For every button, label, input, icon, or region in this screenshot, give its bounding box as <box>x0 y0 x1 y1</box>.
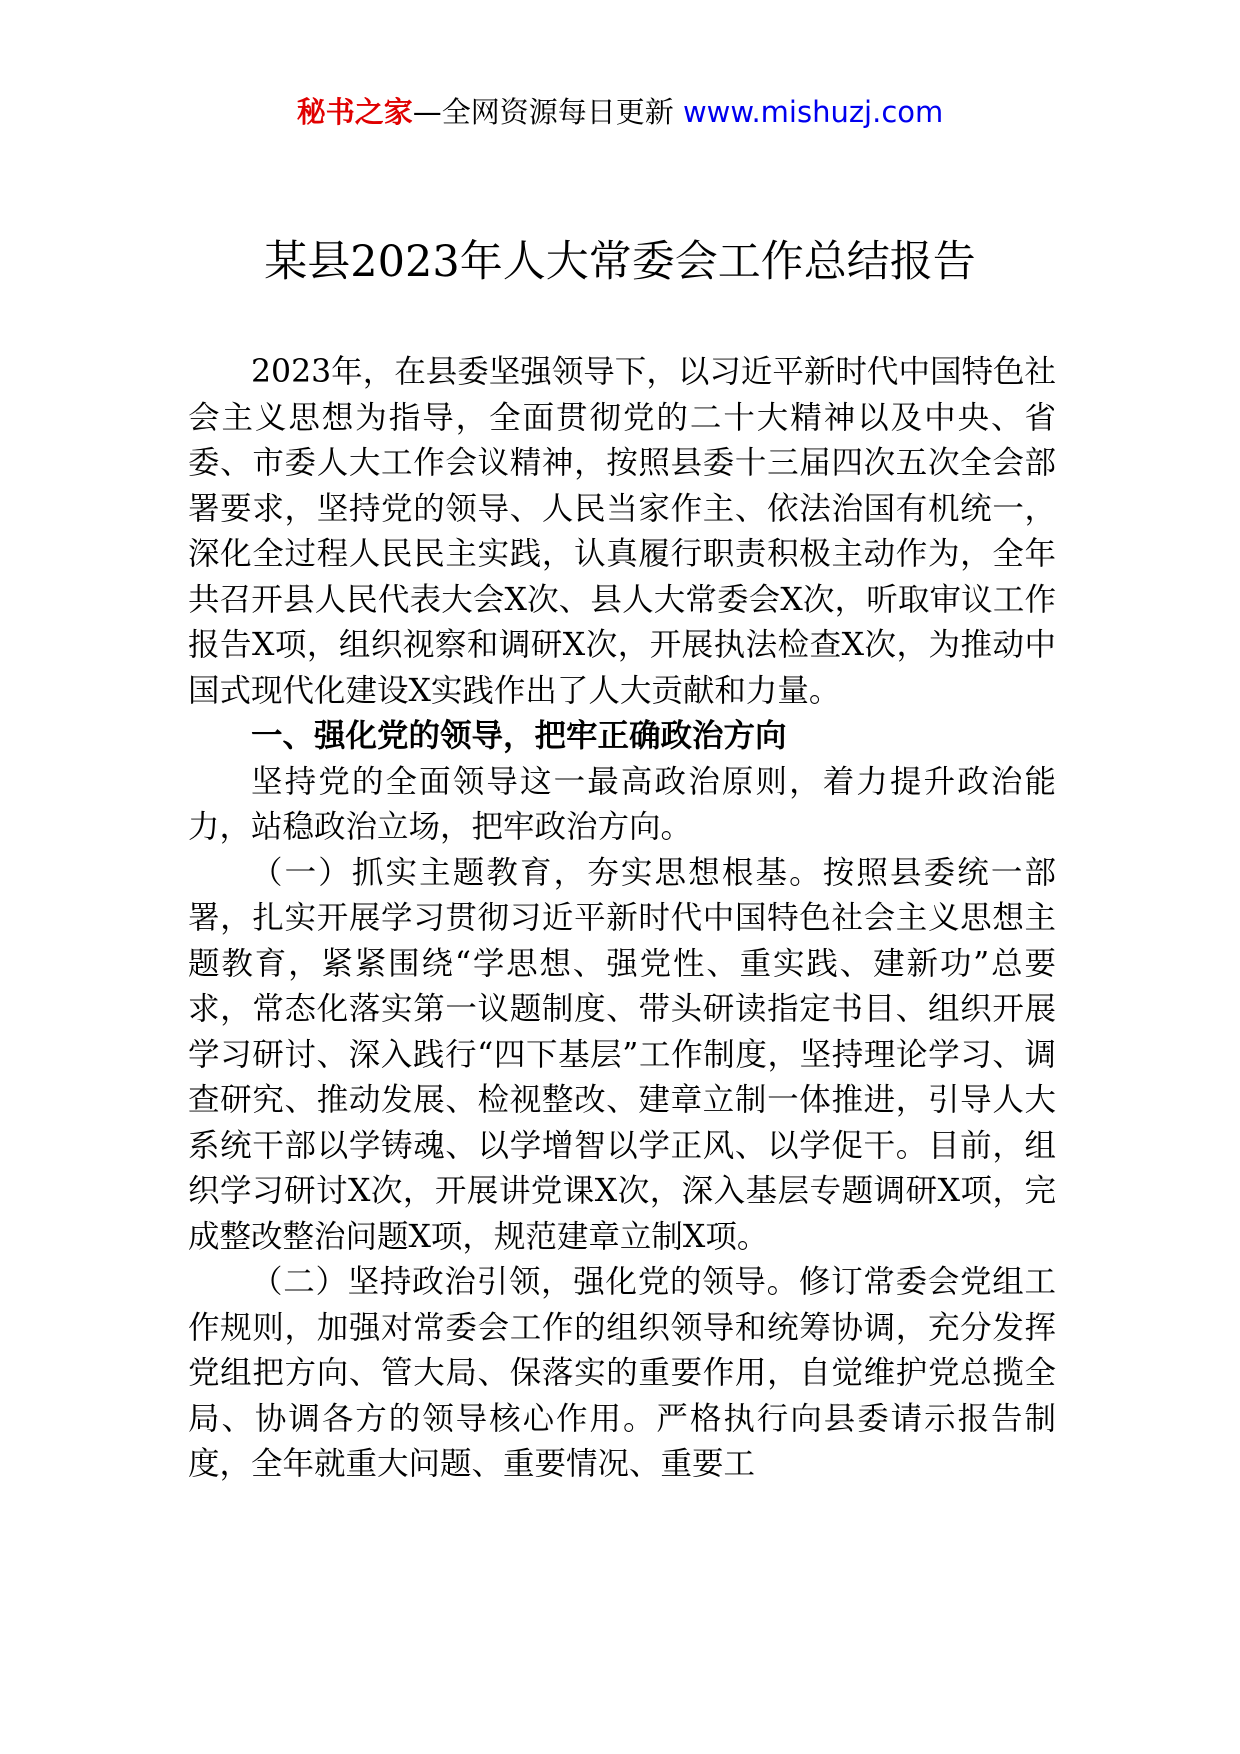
item-paragraph-1: （一）抓实主题教育，夯实思想根基。按照县委统一部署，扎实开展学习贯彻习近平新时代中国特色社会主义思想主题教育，紧紧围绕“学思想、强党性、重实践、建新功”总要求，常态化落实第一议题制度、带头研读指定书目、组织开展学习研讨、深入践行“四下基层”工作制度，坚持理论学习、调查研究、推动发展、检视整改、建章立制一体推进，引导人大系统干部以学铸魂、以学增智以学正风、以学促干。目前，组织学习研讨X次，开展讲党课X次，深入基层专题调研X项，完成整改整治问题X项，规范建章立制X项。 <box>188 854 1056 1255</box>
site-header <box>0 92 1240 132</box>
header-tagline: —全网资源每日更新 <box>412 95 683 129</box>
site-url-link[interactable]: www.mishuzj.com <box>682 95 944 129</box>
document-body <box>188 350 1056 1488</box>
section-heading: 一、强化党的领导，把牢正确政治方向 <box>251 718 787 754</box>
intro-paragraph: 2023年，在县委坚强领导下，以习近平新时代中国特色社会主义思想为指导，全面贯彻党的二十大精神以及中央、省委、市委人大工作会议精神，按照县委十三届四次五次全会部署要求，坚持党的领导、人民当家作主、依法治国有机统一，深化全过程人民民主实践，认真履行职责积极主动作为，全年共召开县人民代表大会X次、县人大常委会X次，听取审议工作报告X项，组织视察和调研X次，开展执法检查X次，为推动中国式现代化建设X实践作出了人大贡献和力量。 <box>188 354 1056 709</box>
item-paragraph-2: （二）坚持政治引领，强化党的领导。修订常委会党组工作规则，加强对常委会工作的组织领导和统筹协调，充分发挥党组把方向、管大局、保落实的重要作用，自觉维护党总揽全局、协调各方的领导核心作用。严格执行向县委请示报告制度，全年就重大问题、重要情况、重要工 <box>188 1264 1056 1482</box>
document-title: 某县2023年人大常委会工作总结报告 <box>264 237 976 287</box>
brand-name: 秘书之家 <box>296 95 413 129</box>
section-intro-paragraph: 坚持党的全面领导这一最高政治原则，着力提升政治能力，站稳政治立场，把牢政治方向。 <box>188 763 1056 845</box>
